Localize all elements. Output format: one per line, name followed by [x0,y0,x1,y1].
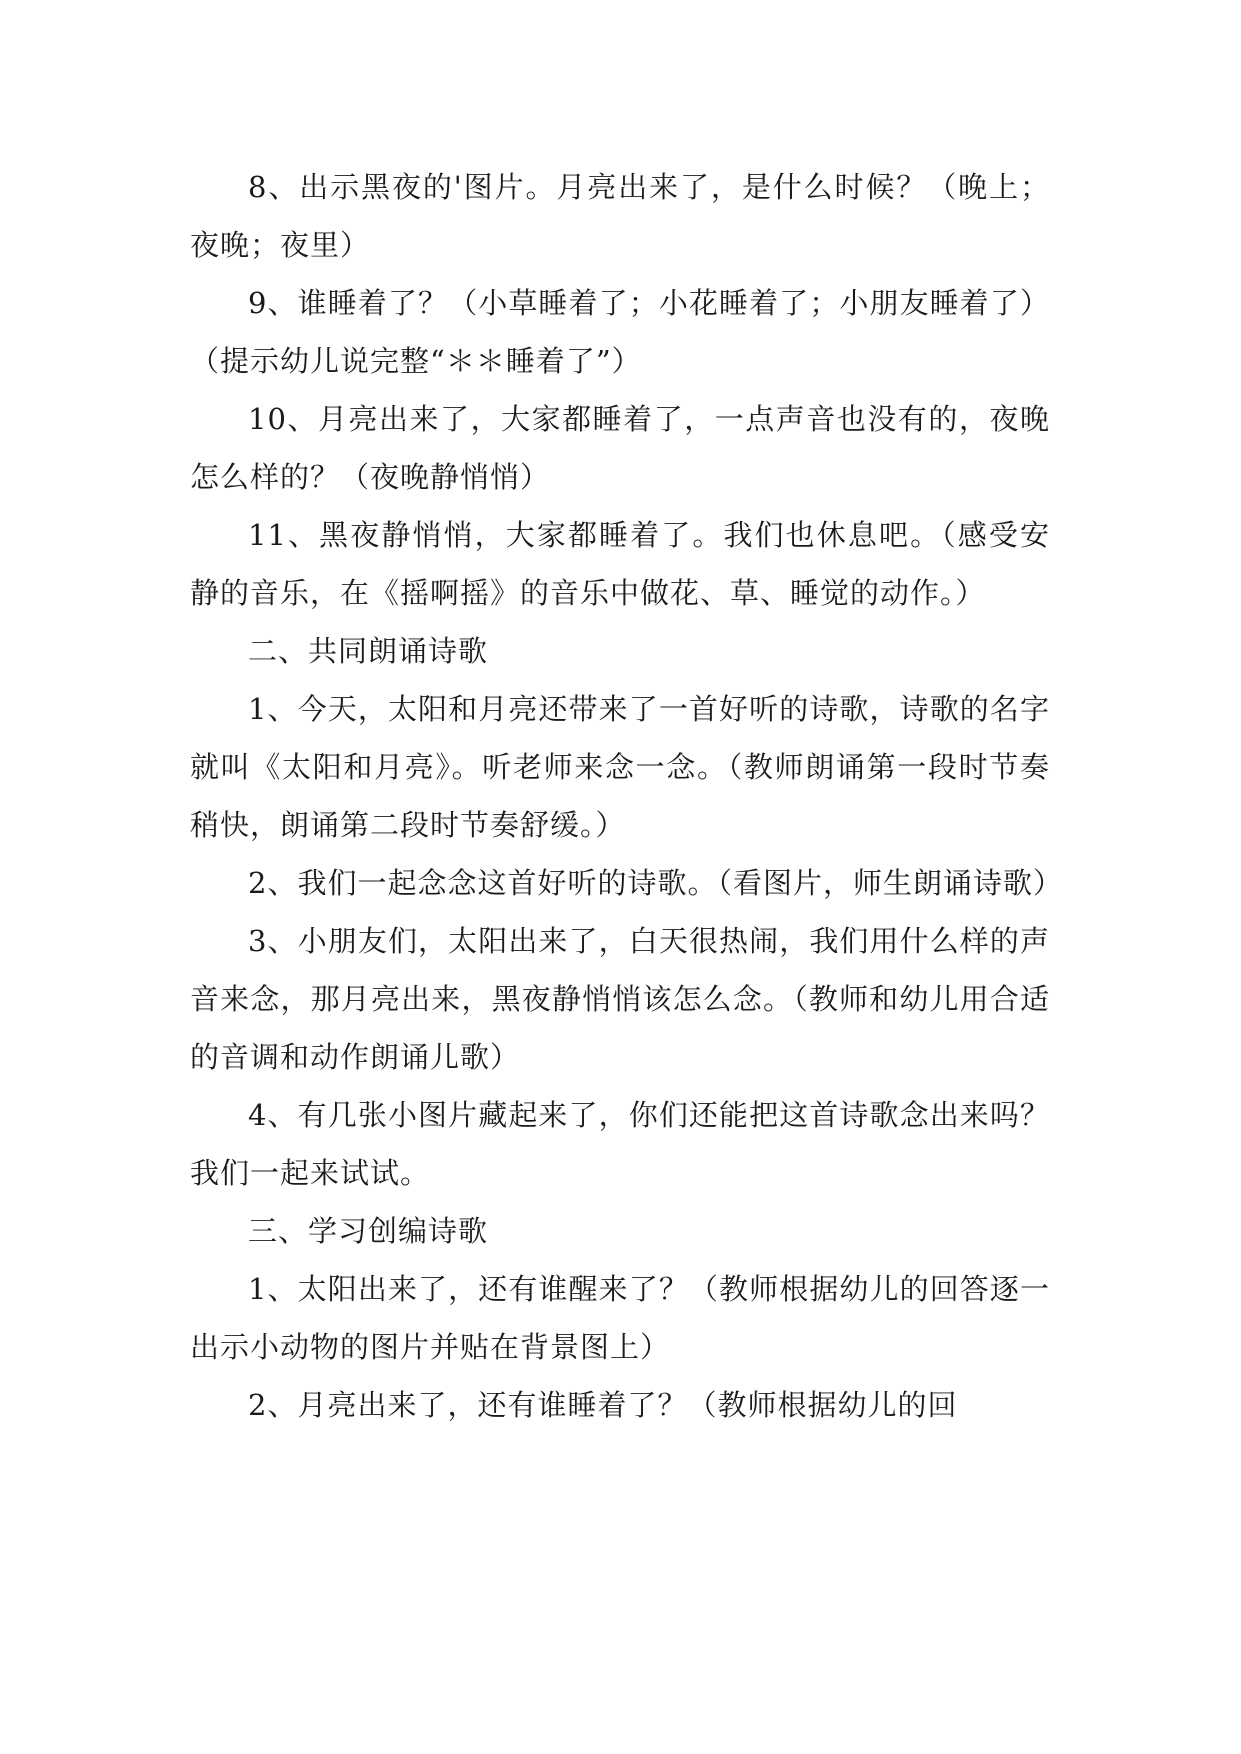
paragraph-step-11: 11、黑夜静悄悄，大家都睡着了。我们也休息吧。（感受安静的音乐，在《摇啊摇》的音乐中做花、草、睡觉的动作。） [190,518,1050,610]
document-body [190,158,1063,1434]
paragraph-step-10: 10、月亮出来了，大家都睡着了，一点声音也没有的，夜晚怎么样的？（夜晚静悄悄） [190,402,1050,494]
paragraph-step-8: 8、出示黑夜的'图片。月亮出来了，是什么时候？（晚上；夜晚；夜里） [190,170,1050,262]
paragraph-section2-step-3: 3、小朋友们，太阳出来了，白天很热闹，我们用什么样的声音来念，那月亮出来，黑夜静悄悄该怎么念。（教师和幼儿用合适的音调和动作朗诵儿歌） [190,924,1050,1074]
section-heading-2: 二、共同朗诵诗歌 [248,634,489,668]
paragraph-section3-step-1: 1、太阳出来了，还有谁醒来了？（教师根据幼儿的回答逐一出示小动物的图片并贴在背景图上） [190,1272,1050,1364]
section-heading-3: 三、学习创编诗歌 [248,1214,489,1248]
paragraph-step-9: 9、谁睡着了？（小草睡着了；小花睡着了；小朋友睡着了）（提示幼儿说完整“＊＊睡着了”） [190,286,1050,378]
paragraph-section3-step-2: 2、月亮出来了，还有谁睡着了？（教师根据幼儿的回 [248,1388,958,1422]
paragraph-section2-step-2: 2、我们一起念念这首好听的诗歌。（看图片，师生朗诵诗歌） [248,866,1063,900]
paragraph-section2-step-1: 1、今天，太阳和月亮还带来了一首好听的诗歌，诗歌的名字就叫《太阳和月亮》。听老师来念一念。（教师朗诵第一段时节奏稍快，朗诵第二段时节奏舒缓。） [190,692,1050,842]
paragraph-section2-step-4: 4、有几张小图片藏起来了，你们还能把这首诗歌念出来吗？我们一起来试试。 [190,1098,1050,1190]
